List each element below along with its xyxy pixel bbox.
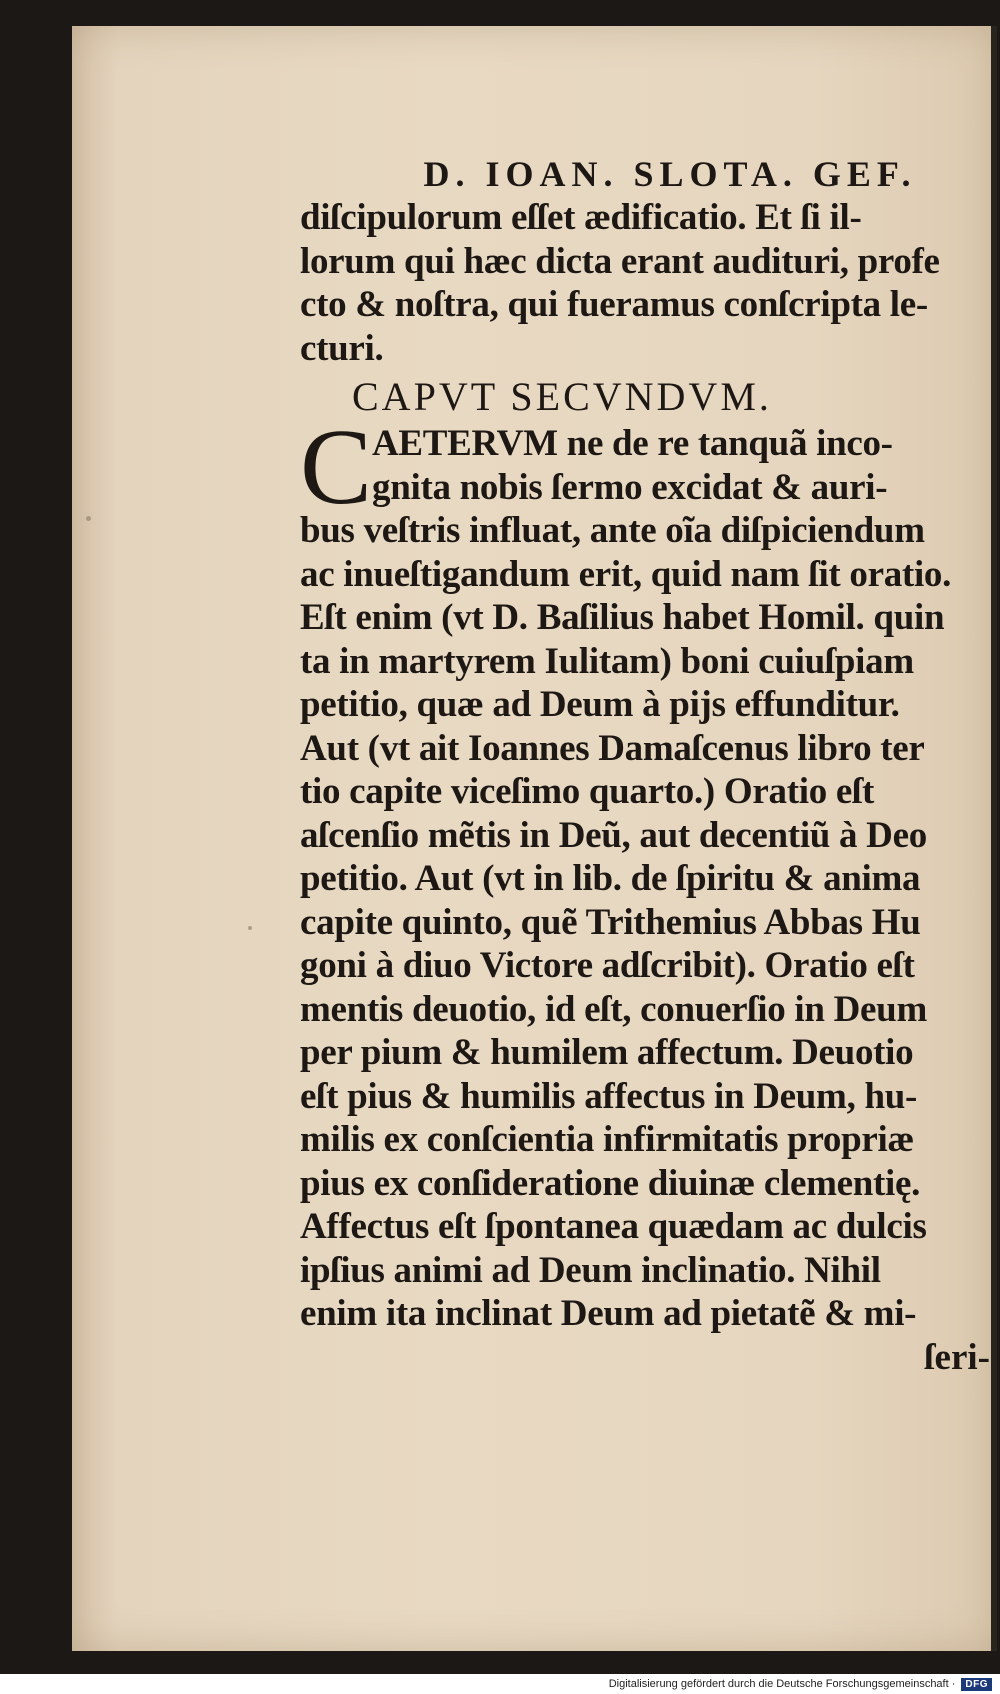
text-line: AETERVM ne de re tanquã inco-	[372, 423, 893, 464]
footer-bar	[0, 1674, 1000, 1694]
text-line: ta in martyrem Iulitam) boni cuiuſpiam	[300, 640, 914, 682]
paper-speck	[248, 926, 252, 930]
text-line: ac inueſtigandum erit, quid nam ſit oratio.	[300, 553, 952, 595]
text-line: tio capite viceſimo quarto.) Oratio eſt	[300, 771, 874, 812]
text-line: Eſt enim (vt D. Baſilius habet Homil. quin	[300, 597, 945, 638]
text-line: cturi.	[300, 327, 384, 369]
text-line: mentis deuotio, id eſt, conuerſio in Deum	[300, 988, 927, 1030]
text-line: enim ita inclinat Deum ad pietatẽ & mi-	[300, 1293, 917, 1334]
text-line: lorum qui hæc dicta erant audituri, profe	[300, 240, 940, 282]
text-line: Aut (vt ait Ioannes Damaſcenus libro ter	[300, 727, 925, 769]
running-head: D. IOAN. SLOTA. GEF.	[423, 154, 917, 194]
text-line: petitio, quæ ad Deum à pijs effunditur.	[300, 684, 900, 725]
text-line: diſcipulorum eſſet ædificatio. Et ſi il-	[300, 197, 862, 238]
text-line: goni à diuo Victore adſcribit). Oratio eſt	[300, 945, 915, 986]
paper-speck	[86, 516, 91, 521]
funding-credit: Digitalisierung gefördert durch die Deutsche Forschungsgemeinschaft ·	[608, 1678, 956, 1690]
dfg-logo-icon: DFG	[961, 1678, 992, 1691]
text-line: bus veſtris influat, ante oĩa diſpiciendum	[300, 510, 925, 551]
text-block	[300, 152, 1000, 1380]
text-line: ipſius animi ad Deum inclinatio. Nihil	[300, 1249, 881, 1291]
text-line: gnita nobis ſermo excidat & auri-	[372, 466, 888, 508]
catchword: ſeri-	[924, 1336, 990, 1378]
chapter-heading: CAPVT SECVNDVM.	[352, 374, 772, 419]
text-line: Affectus eſt ſpontanea quædam ac dulcis	[300, 1206, 927, 1247]
text-line: eſt pius & humilis affectus in Deum, hu-	[300, 1075, 918, 1117]
drop-cap-initial: C	[300, 408, 373, 527]
initial-paragraph	[300, 408, 1000, 527]
text-line: petitio. Aut (vt in lib. de ſpiritu & anima	[300, 858, 921, 899]
text-line: capite quinto, quẽ Trithemius Abbas Hu	[300, 901, 921, 943]
text-line: cto & noſtra, qui fueramus conſcripta le-	[300, 284, 928, 325]
text-line: aſcenſio mẽtis in Deũ, aut decentiũ à Deo	[300, 814, 927, 856]
text-line: milis ex conſcientia infirmitatis propriæ	[300, 1119, 914, 1160]
book-page	[72, 26, 997, 1651]
text-line: pius ex conſideratione diuinæ clementię.	[300, 1162, 921, 1204]
text-line: per pium & humilem affectum. Deuotio	[300, 1032, 914, 1073]
